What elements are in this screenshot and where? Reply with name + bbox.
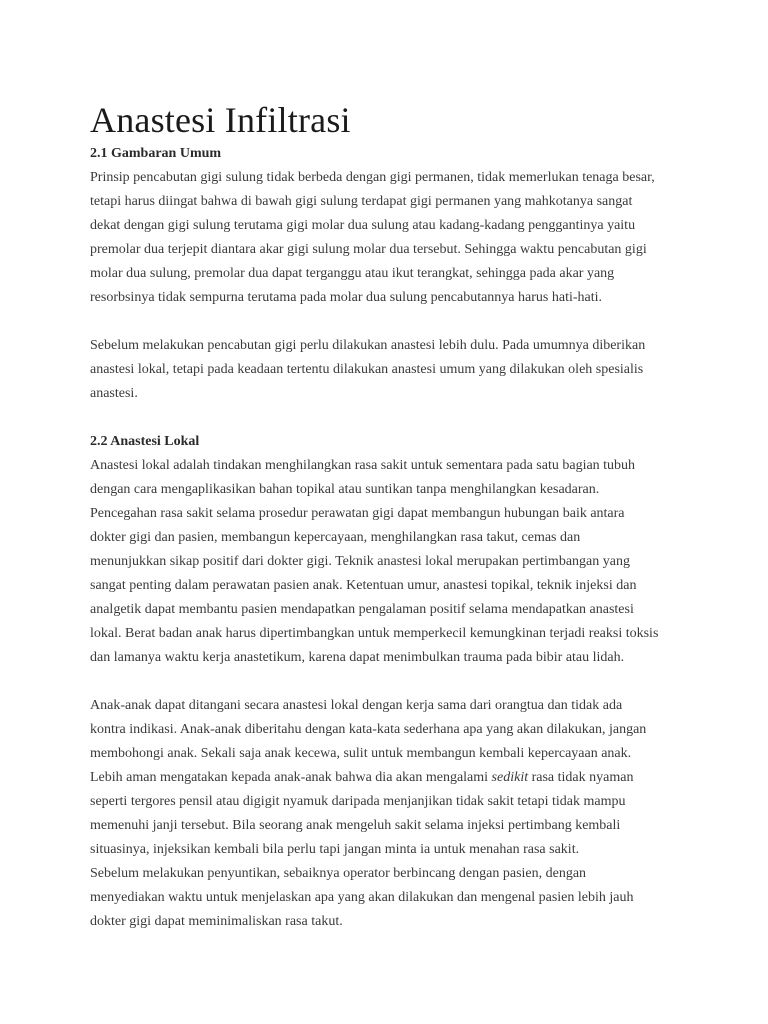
text-line: menyediakan waktu untuk menjelaskan apa yang akan dilakukan dan mengenal pasien lebih jauh: [90, 890, 634, 905]
text-line: dokter gigi dapat meminimaliskan rasa takut.: [90, 914, 343, 929]
paragraph-spacer: [90, 406, 690, 430]
emphasized-word: sedikit: [491, 770, 529, 785]
text-line: memenuhi janji tersebut. Bila seorang anak mengeluh sakit selama injeksi pertimbang kembali: [90, 818, 621, 833]
text-line: premolar dua terjepit diantara akar gigi sulung molar dua tersebut. Sehingga waktu pencabutan gigi: [90, 242, 647, 257]
text-line: situasinya, injeksikan kembali bila perlu tapi jangan minta ia untuk menahan rasa sakit.: [90, 842, 580, 857]
section-heading-anastesi-lokal: 2.2 Anastesi Lokal: [90, 434, 200, 449]
text-line: dekat dengan gigi sulung terutama gigi molar dua sulung atau kadang-kadang penggantinya yaitu: [90, 218, 636, 233]
paragraph-prinsip-pencabutan: [90, 166, 690, 310]
text-line: Anastesi lokal adalah tindakan menghilangkan rasa sakit untuk sementara pada satu bagian tubuh: [90, 458, 636, 473]
text-line: anastesi lokal, tetapi pada keadaan tertentu dilakukan anastesi umum yang dilakukan oleh spesialis: [90, 362, 644, 377]
text-line: seperti tergores pensil atau digigit nyamuk daripada menjanjikan tidak sakit tetapi tidak mampu: [90, 794, 626, 809]
paragraph-anak-anak: [90, 694, 690, 934]
paragraph-definisi-anastesi-lokal: [90, 454, 690, 670]
text-line: sangat penting dalam perawatan pasien anak. Ketentuan umur, anastesi topikal, teknik injeksi dan: [90, 578, 637, 593]
text-line: Prinsip pencabutan gigi sulung tidak berbeda dengan gigi permanen, tidak memerlukan tenaga besar,: [90, 170, 655, 185]
section-heading-gambaran-umum: 2.1 Gambaran Umum: [90, 146, 222, 161]
text-line: Sebelum melakukan penyuntikan, sebaiknya operator berbincang dengan pasien, dengan: [90, 866, 587, 881]
text-line: resorbsinya tidak sempurna terutama pada molar dua sulung pencabutannya harus hati-hati.: [90, 290, 602, 305]
text-line: Sebelum melakukan pencabutan gigi perlu dilakukan anastesi lebih dulu. Pada umumnya diberikan: [90, 338, 646, 353]
text-line: dengan cara mengaplikasikan bahan topikal atau suntikan tanpa menghilangkan kesadaran.: [90, 482, 600, 497]
text-line: menunjukkan sikap positif dari dokter gigi. Teknik anastesi lokal merupakan pertimbangan yang: [90, 554, 630, 569]
text-line: tetapi harus diingat bahwa di bawah gigi sulung terdapat gigi permanen yang mahkotanya sangat: [90, 194, 633, 209]
text-line: Anak-anak dapat ditangani secara anastesi lokal dengan kerja sama dari orangtua dan tidak ada: [90, 698, 623, 713]
paragraph-spacer: [90, 310, 690, 334]
text-line-with-emphasis: [90, 766, 690, 790]
text-line: dokter gigi dan pasien, membangun kepercayaan, menghilangkan rasa takut, cemas dan: [90, 530, 581, 545]
paragraph-sebelum-pencabutan: [90, 334, 690, 406]
text-line: anastesi.: [90, 386, 138, 401]
document-page: [90, 98, 690, 934]
paragraph-spacer: [90, 670, 690, 694]
page-title: Anastesi Infiltrasi: [90, 100, 351, 140]
text-line: dan lamanya waktu kerja anastetikum, karena dapat menimbulkan trauma pada bibir atau lidah.: [90, 650, 625, 665]
text-line: membohongi anak. Sekali saja anak kecewa, sulit untuk membangun kembali kepercayaan anak.: [90, 746, 632, 761]
text-line: lokal. Berat badan anak harus dipertimbangkan untuk memperkecil kemungkinan terjadi reaksi toksis: [90, 626, 659, 641]
text-segment: rasa tidak nyaman: [528, 770, 634, 785]
text-segment: Lebih aman mengatakan kepada anak-anak bahwa dia akan mengalami: [90, 770, 492, 785]
text-line: molar dua sulung, premolar dua dapat terganggu atau ikut terangkat, sehingga pada akar yang: [90, 266, 615, 281]
text-line: analgetik dapat membantu pasien mendapatkan pengalaman positif selama mendapatkan anastesi: [90, 602, 634, 617]
text-line: kontra indikasi. Anak-anak diberitahu dengan kata-kata sederhana apa yang akan dilakukan, jangan: [90, 722, 647, 737]
text-line: Pencegahan rasa sakit selama prosedur perawatan gigi dapat membangun hubungan baik antara: [90, 506, 625, 521]
